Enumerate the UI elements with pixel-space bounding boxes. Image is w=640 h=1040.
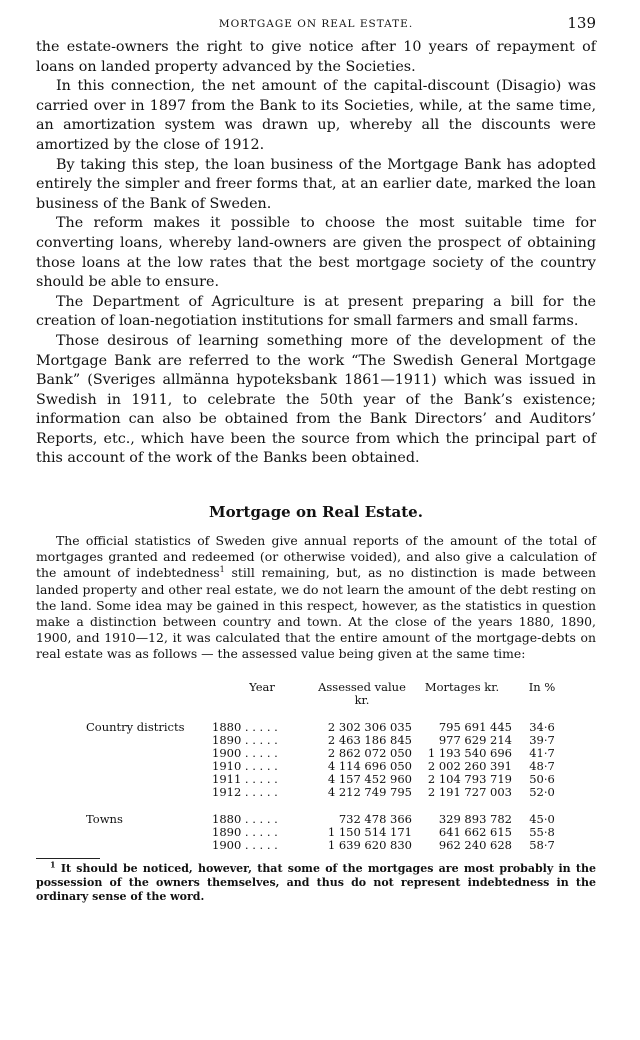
cell-mortgages: 2 002 260 391 — [427, 758, 512, 773]
table-row — [86, 721, 572, 734]
footnote — [36, 859, 596, 904]
table-row — [86, 839, 572, 852]
table-body — [86, 707, 572, 852]
cell-percent: 45·0 — [529, 811, 555, 826]
footnote-reference: 1 — [219, 565, 225, 575]
cell-mortgages: 795 691 445 — [438, 719, 512, 734]
cell-year: 1880 . . . . . — [212, 811, 278, 826]
intro-text-b: still remaining, but, as no distinction is made between landed property and other real estate, we do not learn the amount of the debt resting on the land. Some idea may be gained in this respect, however, as the statistics in question make a distinction between country and town. At the close of the years 1880, 1890, 1900, and 1910—12, it was calculated that the entire amount of the mortgage-debts on real estate was as follows — the assessed value being given at the same time: — [36, 565, 596, 662]
header-percent: In % — [528, 679, 556, 694]
paragraph: Those desirous of learning something more of the development of the Mortgage Bank are referred to the work “The Swedish General Mortgage Bank” (Sveriges allmänna hypoteksbank 1861—1911) which was issued in Swedish in 1911, to celebrate the 50th year of the Bank’s existence; information can also be obtained from the Bank Directors’ and Auditors’ Reports, etc., which have been the source from which the principal part of this account of the work of the Banks been obtained. — [36, 332, 596, 467]
cell-percent: 48·7 — [529, 758, 555, 773]
cell-year: 1910 . . . . . — [212, 758, 278, 773]
paragraph-continuation: the estate-owners the right to give notice after 10 years of repayment of loans on landed property advanced by the Societies. — [36, 39, 596, 75]
section-intro — [36, 533, 596, 663]
cell-year: 1912 . . . . . — [212, 784, 278, 799]
paragraph: The reform makes it possible to choose the most suitable time for converting loans, whereby land-owners are given the prospect of obtaining those loans at the low rates that the best mortgage society of the country should be able to ensure. — [36, 215, 596, 291]
cell-assessed: 1 639 620 830 — [327, 837, 412, 852]
cell-mortgages: 329 893 782 — [438, 811, 512, 826]
intro-text-a: The official statistics of Sweden give annual reports of the amount of the total of mortgages granted and redeemed (or otherwise voided), and also give a calculation of the amount of indebtedness — [36, 533, 596, 581]
table-row — [86, 760, 572, 773]
cell-mortgages: 2 191 727 003 — [427, 784, 512, 799]
section-title: Mortgage on Real Estate. — [209, 503, 423, 522]
table-row — [86, 734, 572, 747]
cell-percent: 52·0 — [529, 784, 555, 799]
cell-year: 1890 . . . . . — [212, 824, 278, 839]
header-category — [86, 681, 212, 707]
cell-assessed: 4 157 452 960 — [327, 771, 412, 786]
cell-mortgages: 977 629 214 — [438, 732, 512, 747]
table-row — [86, 826, 572, 839]
table-row — [86, 747, 572, 760]
cell-mortgages: 1 193 540 696 — [427, 745, 512, 760]
cell-assessed: 1 150 514 171 — [327, 824, 412, 839]
group-label: Towns — [86, 811, 123, 826]
cell-assessed: 4 212 749 795 — [327, 784, 412, 799]
cell-mortgages: 641 662 615 — [438, 824, 512, 839]
footnote-divider — [36, 858, 100, 859]
cell-mortgages: 2 104 793 719 — [427, 771, 512, 786]
cell-mortgages: 962 240 628 — [438, 837, 512, 852]
paragraph: In this connection, the net amount of the capital-discount (Disagio) was carried over in 1897 from the Bank to its Societies, while, at the same time, an amortization system was drawn up, whereby all the discounts were amortized by the close of 1912. — [36, 78, 596, 153]
cell-year: 1880 . . . . . — [212, 719, 278, 734]
footnote-text: It should be noticed, however, that some of the mortgages are most probably in the possession of the owners themselves, and thus do not represent indebtedness in the ordinary sense of the word. — [36, 861, 596, 903]
table-row — [86, 786, 572, 799]
running-head: MORTGAGE ON REAL ESTATE. — [218, 18, 414, 30]
table-header-row — [86, 681, 572, 707]
cell-percent: 50·6 — [529, 771, 555, 786]
cell-percent: 41·7 — [529, 745, 555, 760]
footnote-marker: 1 — [50, 859, 56, 870]
cell-year: 1911 . . . . . — [212, 771, 278, 786]
cell-assessed: 2 862 072 050 — [327, 745, 412, 760]
page-number: 139 — [567, 14, 596, 32]
header-year: Year — [249, 679, 275, 694]
page-header — [36, 12, 596, 38]
group-label: Country districts — [86, 719, 185, 734]
table-row — [86, 773, 572, 786]
cell-assessed: 2 302 306 035 — [327, 719, 412, 734]
cell-assessed: 4 114 696 050 — [327, 758, 412, 773]
cell-assessed: 2 463 186 845 — [327, 732, 412, 747]
cell-year: 1900 . . . . . — [212, 837, 278, 852]
table-row — [86, 813, 572, 826]
paragraph: By taking this step, the loan business of the Mortgage Bank has adopted entirely the simpler and freer forms that, at an earlier date, marked the loan business of the Bank of Sweden. — [36, 156, 596, 212]
mortgage-table — [86, 681, 572, 852]
cell-percent: 58·7 — [529, 837, 555, 852]
cell-assessed: 732 478 366 — [338, 811, 412, 826]
cell-percent: 34·6 — [529, 719, 555, 734]
document-page — [36, 12, 596, 904]
header-assessed: Assessed value kr. — [318, 679, 406, 707]
paragraph: The Department of Agriculture is at present preparing a bill for the creation of loan-negotiation institutions for small farmers and small farms. — [36, 293, 596, 330]
cell-year: 1900 . . . . . — [212, 745, 278, 760]
cell-year: 1890 . . . . . — [212, 732, 278, 747]
cell-percent: 55·8 — [529, 824, 555, 839]
header-mortgages: Mortages kr. — [424, 679, 500, 694]
cell-percent: 39·7 — [529, 732, 555, 747]
